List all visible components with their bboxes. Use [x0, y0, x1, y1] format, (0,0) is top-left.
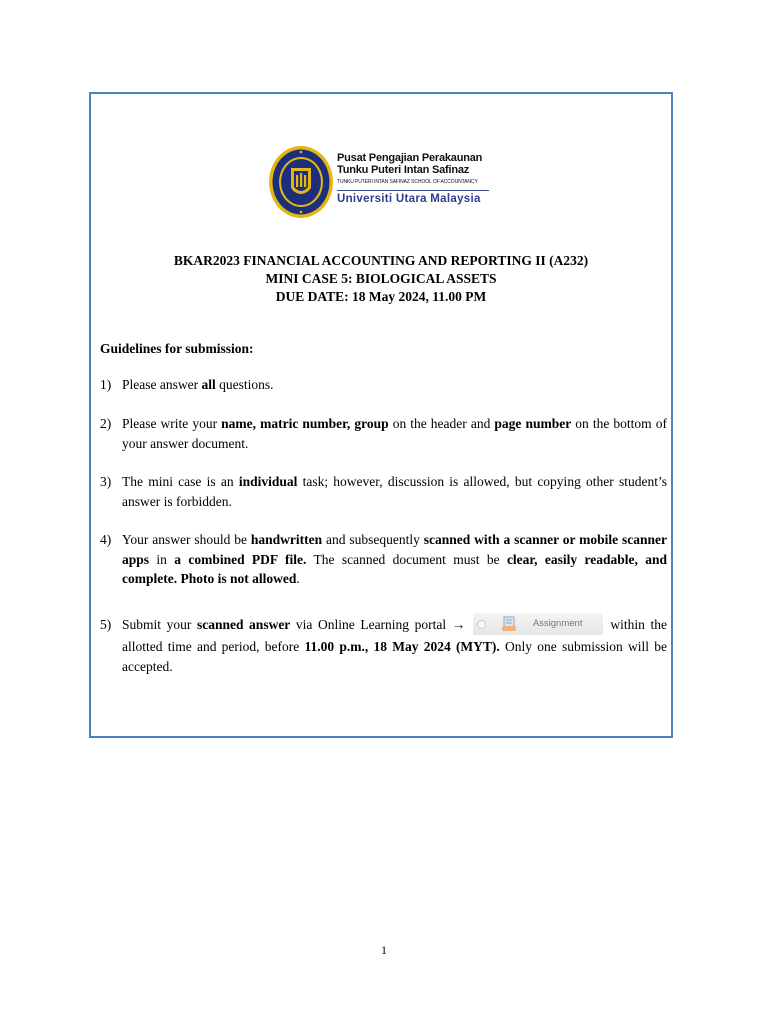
page-number: 1	[381, 943, 387, 957]
due-date: DUE DATE: 18 May 2024, 11.00 PM	[275, 289, 487, 304]
guidelines-heading: Guidelines for submission:	[100, 341, 254, 356]
logo-university-name: Universiti Utara Malaysia	[337, 193, 481, 205]
document-title	[91, 252, 671, 306]
assignment-button-label: Assignment	[532, 618, 583, 629]
logo-divider	[337, 190, 489, 191]
assignment-button[interactable]	[473, 613, 603, 635]
cover-box	[89, 92, 673, 738]
guideline-item: 3) The mini case is an individual task; however, discussion is allowed, but copying other student’s answer is forbidden.	[100, 474, 667, 509]
logo-line-1: Pusat Pengajian Perakaunan	[337, 152, 483, 164]
school-logo	[267, 144, 497, 222]
case-title: MINI CASE 5: BIOLOGICAL ASSETS	[265, 271, 497, 286]
assignment-doc-icon	[501, 616, 517, 632]
logo-line-2: Tunku Puteri Intan Safinaz	[337, 164, 470, 176]
logo-line-3: TUNKU PUTERI INTAN SAFINAZ SCHOOL OF ACCOUNTANCY	[337, 179, 478, 185]
guideline-item: 1) Please answer all questions.	[100, 377, 274, 392]
course-title: BKAR2023 FINANCIAL ACCOUNTING AND REPORTING II (A232)	[173, 253, 589, 268]
guideline-item: 2) Please write your name, matric number, group on the header and page number on the bottom of your answer document.	[100, 416, 667, 451]
uum-seal-icon	[267, 144, 337, 222]
guideline-item: 5) Submit your scanned answer via Online Learning portal → Assignment within the allotted time and period, before 11.00 p.m., 18 May 2024 (MYT). Only one submission will be accepted.	[100, 615, 667, 676]
guideline-item: 4) Your answer should be handwritten and subsequently scanned with a scanner or mobile scanner apps in a combined PDF file. The scanned document must be clear, easily readable, and complete. Photo is not allowed.	[100, 532, 667, 586]
radio-icon	[477, 620, 486, 629]
